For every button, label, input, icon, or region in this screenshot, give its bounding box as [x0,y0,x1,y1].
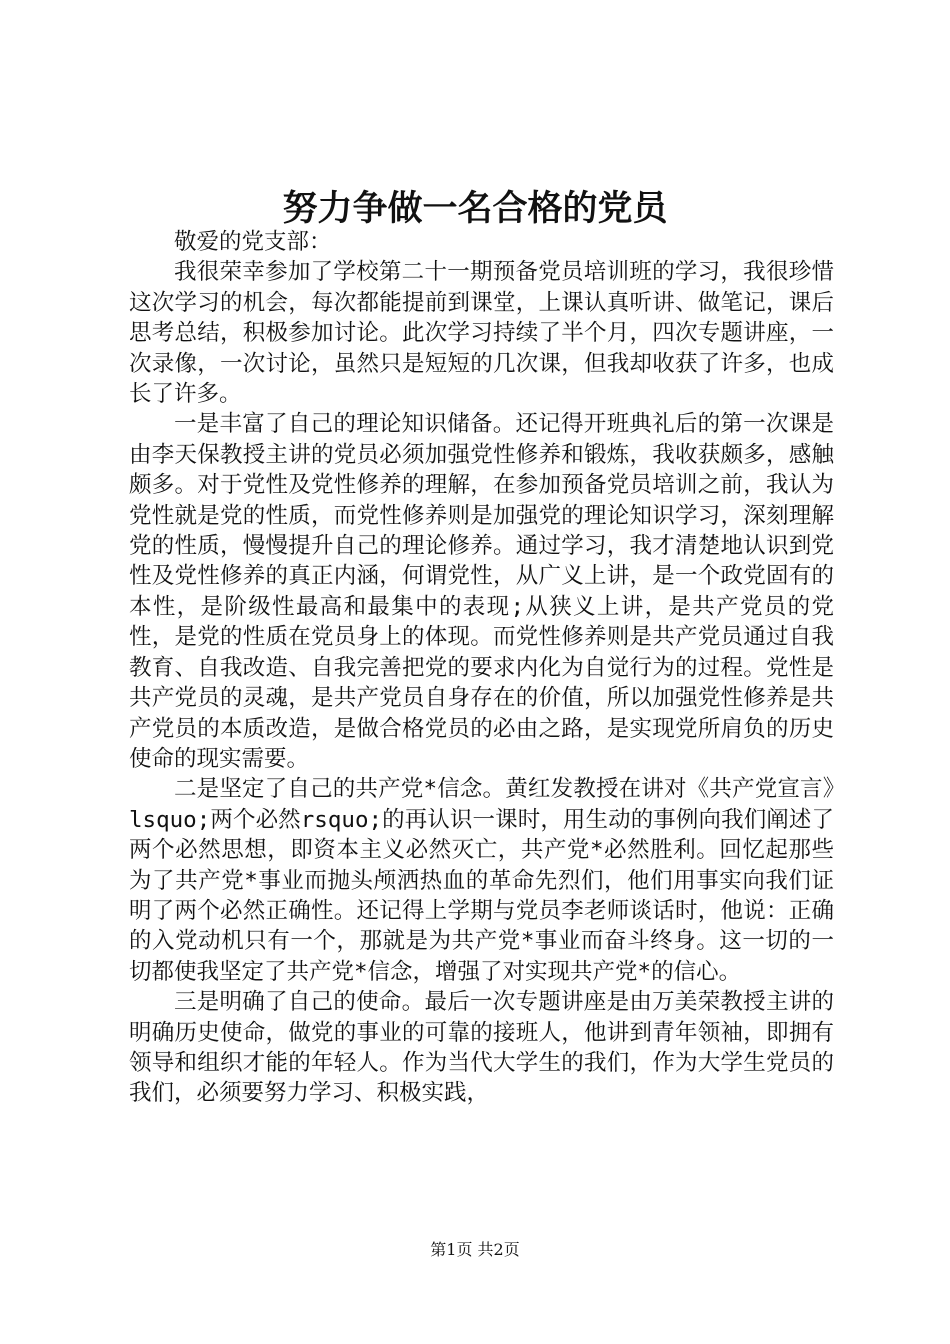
salutation: 敬爱的党支部： [174,229,332,255]
paragraph-belief: 二是坚定了自己的共产党*信念。黄红发教授在讲对《共产党宣言》lsquo;两个必然rsquo;的再认识一课时，用生动的事例向我们阐述了两个必然思想，即资本主义必然灭亡，共产党*必然胜利。回忆起那些为了共产党*事业而抛头颅洒热血的革命先烈们，他们用事实向我们证明了两个必然正确性。还记得上学期与党员李老师谈话时，他说：正确的入党动机只有一个，那就是为共产党*事业而奋斗终身。这一切的一切都使我坚定了共产党*信念，增强了对实现共产党*的信心。 [129,776,834,985]
paragraph-intro: 我很荣幸参加了学校第二十一期预备党员培训班的学习，我很珍惜这次学习的机会，每次都能提前到课堂，上课认真听讲、做笔记，课后思考总结，积极参加讨论。此次学习持续了半个月，四次专题讲座，一次录像，一次讨论，虽然只是短短的几次课，但我却收获了许多，也成长了许多。 [129,259,834,408]
paragraph-theory: 一是丰富了自己的理论知识储备。还记得开班典礼后的第一次课是由李天保教授主讲的党员必须加强党性修养和锻炼，我收获颇多，感触颇多。对于党性及党性修养的理解，在参加预备党员培训之前，我认为党性就是党的性质，而党性修养则是加强党的理论知识学习，深刻理解党的性质，慢慢提升自己的理论修养。通过学习，我才清楚地认识到党性及党性修养的真正内涵，何谓党性，从广义上讲，是一个政党固有的本性，是阶级性最高和最集中的表现;从狭义上讲，是共产党员的党性，是党的性质在党员身上的体现。而党性修养则是共产党员通过自我教育、自我改造、自我完善把党的要求内化为自觉行为的过程。党性是共产党员的灵魂，是共产党员自身存在的价值，所以加强党性修养是共产党员的本质改造，是做合格党员的必由之路，是实现党所肩负的历史使命的现实需要。 [129,411,834,772]
page-number-footer: 第1页 共2页 [430,1240,520,1259]
document-title: 努力争做一名合格的党员 [282,188,668,229]
paragraph-mission: 三是明确了自己的使命。最后一次专题讲座是由万美荣教授主讲的明确历史使命，做党的事业的可靠的接班人，他讲到青年领袖，即拥有领导和组织才能的年轻人。作为当代大学生的我们，作为大学生党员的我们，必须要努力学习、积极实践， [129,989,834,1107]
document-body [129,227,834,1109]
